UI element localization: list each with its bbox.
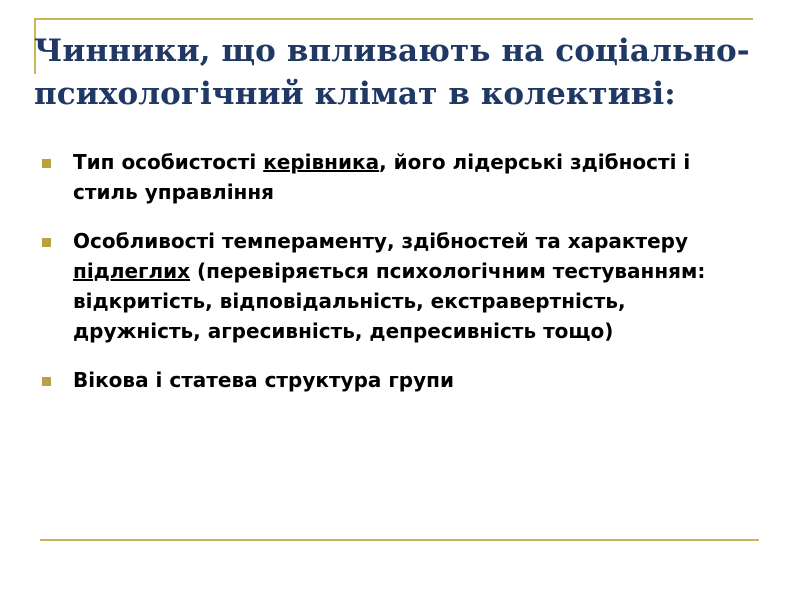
bullet-text-pre: Тип особистості xyxy=(73,150,264,174)
bullet-underlined-term: керівника xyxy=(263,150,380,174)
bullet-item-subordinates xyxy=(40,226,740,346)
bullet-text-pre: Особливості темпераменту, здібностей та характеру xyxy=(73,229,688,253)
square-bullet-icon xyxy=(42,377,51,386)
bullet-underlined-term: підлеглих xyxy=(73,259,191,283)
slide-title xyxy=(34,30,774,116)
top-divider xyxy=(34,18,753,20)
square-bullet-icon xyxy=(42,238,51,247)
title-line-1: Чинники, що впливають на соціально- xyxy=(34,33,750,69)
bottom-divider xyxy=(40,539,759,541)
bullet-text-post: , його лідерські здібності і стиль управління xyxy=(73,150,691,204)
bullet-list xyxy=(40,147,740,414)
bullet-text-post: (перевіряється психологічним тестуванням: відкритість, відповідальність, екстравертність, дружність, агресивність, депресивність тощо) xyxy=(73,259,706,343)
bullet-item-group-structure xyxy=(40,365,740,395)
bullet-item-leader xyxy=(40,147,740,207)
title-line-2: психологічний клімат в колективі: xyxy=(34,76,676,112)
square-bullet-icon xyxy=(42,159,51,168)
bullet-text-pre: Вікова і статева структура групи xyxy=(73,368,454,392)
